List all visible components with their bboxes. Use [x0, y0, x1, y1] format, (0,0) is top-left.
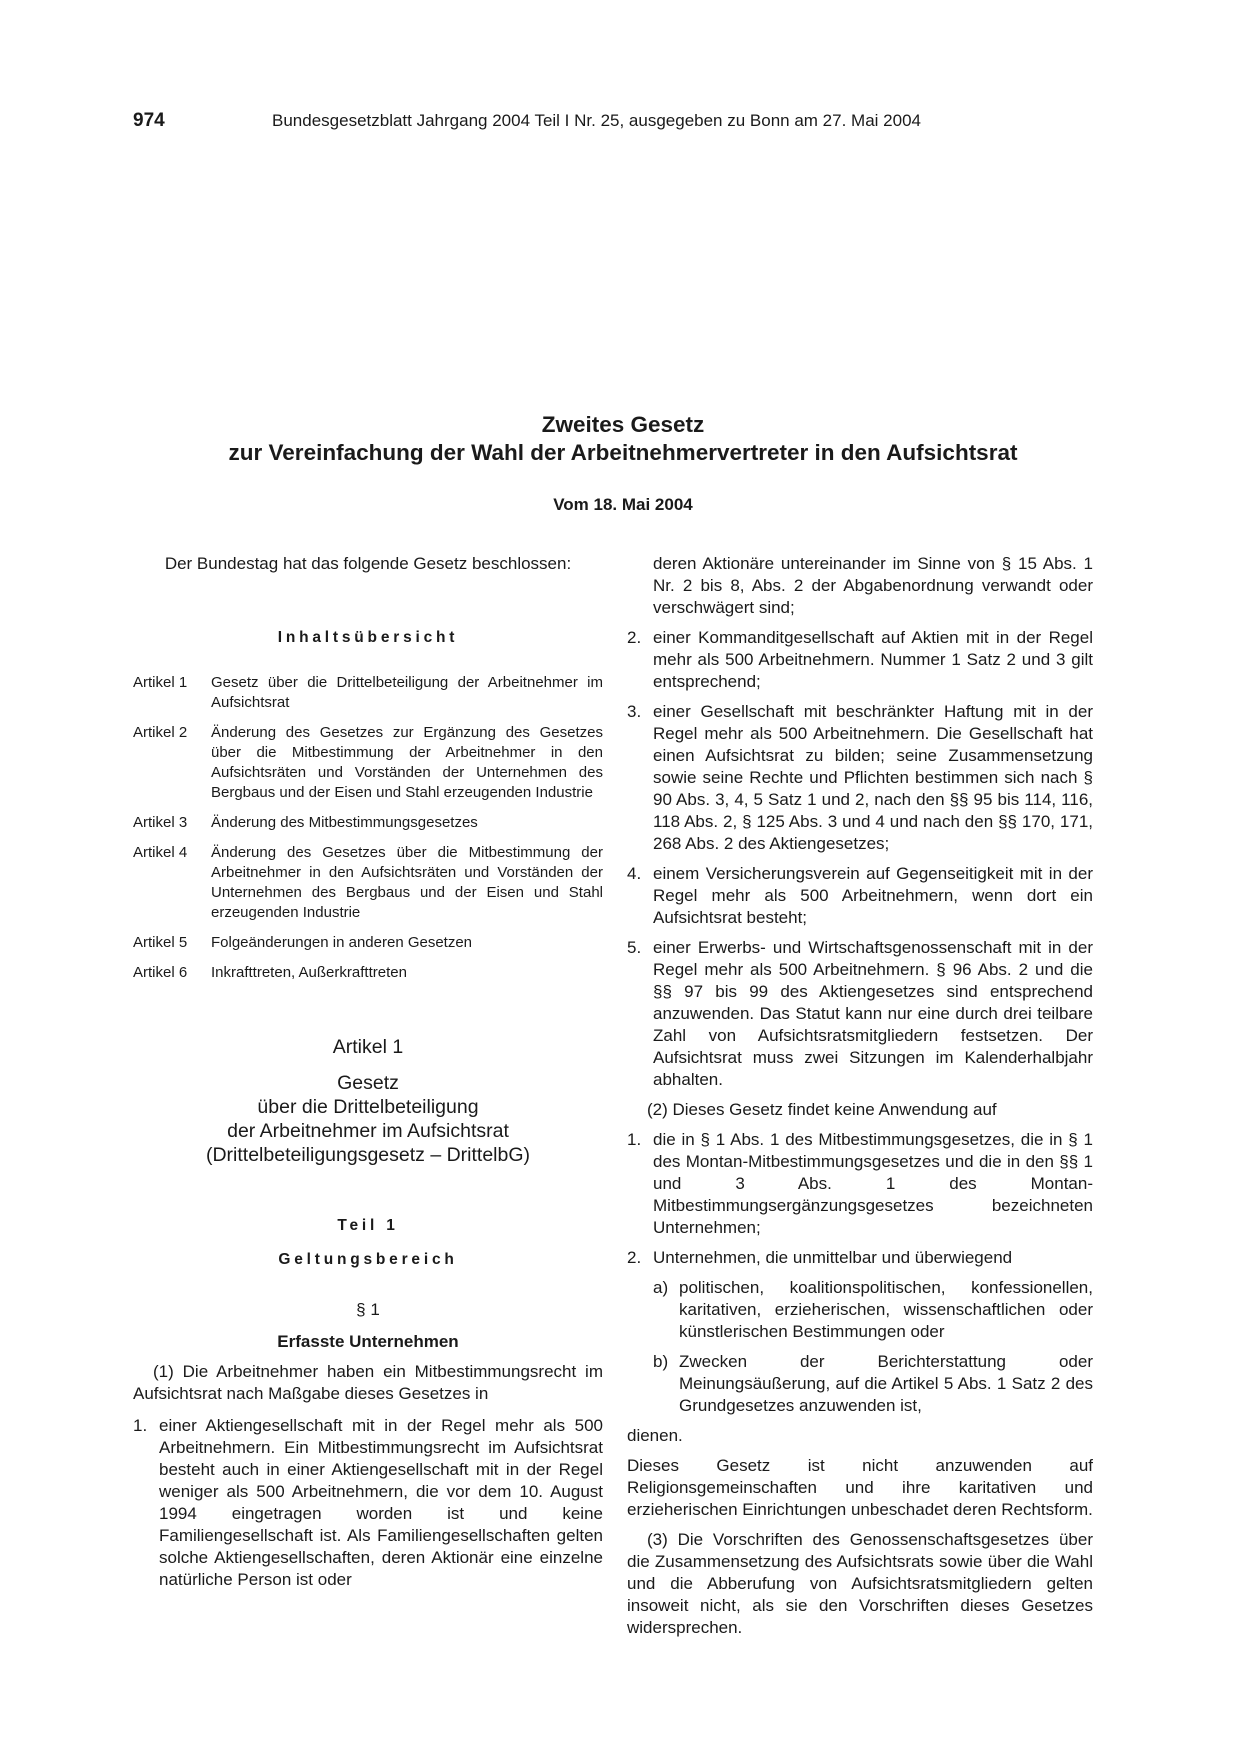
toc-label: Artikel 4	[133, 844, 188, 861]
item-text: Unternehmen, die unmittelbar und überwiegend	[653, 1248, 1013, 1267]
religion-exclusion: Dieses Gesetz ist nicht anzuwenden auf Religionsgemeinschaften und ihre karitativen und erzieherischen Einrichtungen unbeschadet deren Rechtsform.	[627, 1456, 1093, 1519]
toc-entry	[133, 843, 603, 923]
item-text: einem Versicherungsverein auf Gegenseitigkeit mit in der Regel mehr als 500 Arbeitnehmern, wenn dort ein Aufsichtsrat besteht;	[653, 864, 1093, 927]
section-number: § 1	[356, 1300, 380, 1319]
list-item	[627, 1129, 1093, 1239]
article-title-line: der Arbeitnehmer im Aufsichtsrat	[227, 1120, 509, 1142]
list-item	[627, 627, 1093, 693]
law-date: Vom 18. Mai 2004	[553, 495, 693, 514]
list-item	[627, 937, 1093, 1091]
table-of-contents	[133, 673, 603, 983]
toc-text: Änderung des Gesetzes zur Ergänzung des Gesetzes über die Mitbestimmung der Arbeitnehmer in den Aufsichtsräten und Vorständen der Unternehmen des Bergbaus und der Eisen und Stahl erzeugenden Industrie	[211, 724, 603, 801]
toc-entry	[133, 673, 603, 713]
article-title-line: Gesetz	[337, 1072, 399, 1094]
item-number: 1.	[627, 1130, 642, 1149]
paragraph-1: (1) Die Arbeitnehmer haben ein Mitbestimmungsrecht im Aufsichtsrat nach Maßgabe dieses Gesetzes in	[133, 1362, 603, 1403]
item-text: einer Kommanditgesellschaft auf Aktien mit in der Regel mehr als 500 Arbeitnehmern. Nummer 1 Satz 2 und 3 gilt entsprechend;	[653, 628, 1093, 691]
part-label: Teil 1	[337, 1217, 399, 1234]
toc-entry	[133, 933, 603, 953]
law-title	[133, 411, 1113, 467]
list-item	[133, 1415, 603, 1591]
list-item	[627, 701, 1093, 855]
sub-item-text: Zwecken der Berichterstattung oder Meinungsäußerung, auf die Artikel 5 Abs. 1 Satz 2 des Grundgesetzes anzuwenden ist,	[679, 1352, 1093, 1415]
right-column	[627, 553, 1093, 1639]
item-number: 4.	[627, 864, 642, 883]
toc-entry	[133, 963, 603, 983]
toc-label: Artikel 3	[133, 814, 188, 831]
item-text: einer Erwerbs- und Wirtschaftsgenossenschaft mit in der Regel mehr als 500 Arbeitnehmern. § 96 Abs. 2 und die §§ 97 bis 99 des Aktiengesetzes sind entsprechend anzuwenden. Das Statut kann nur eine durch drei teilbare Zahl von Aufsichtsratsmitgliedern festsetzen. Der Aufsichtsrat muss zwei Sitzungen im Kalenderhalbjahr abhalten.	[653, 938, 1093, 1089]
sub-list-item	[653, 1351, 1093, 1417]
toc-label: Artikel 1	[133, 674, 188, 691]
title-line-2: zur Vereinfachung der Wahl der Arbeitnehmervertreter in den Aufsichtsrat	[228, 440, 1018, 465]
article-label: Artikel 1	[332, 1036, 404, 1058]
item-number: 2.	[627, 1248, 642, 1267]
list-item	[627, 863, 1093, 929]
running-title: Bundesgesetzblatt Jahrgang 2004 Teil I Nr. 25, ausgegeben zu Bonn am 27. Mai 2004	[272, 111, 921, 130]
sub-item-text: politischen, koalitionspolitischen, konfessionellen, karitativen, erzieherischen, wissenschaftlichen oder künstlerischen Bestimmungen oder	[679, 1278, 1093, 1341]
item-text: einer Aktiengesellschaft mit in der Regel mehr als 500 Arbeitnehmern. Ein Mitbestimmungsrecht im Aufsichtsrat besteht auch in einer Aktiengesellschaft mit in der Regel weniger als 500 Arbeitnehmern, die vor dem 10. August 1994 eingetragen worden ist und keine Familiengesellschaft ist. Als Familiengesellschaften gelten solche Aktiengesellschaften, deren Aktionär eine einzelne natürliche Person ist oder	[159, 1416, 603, 1589]
toc-label: Artikel 6	[133, 964, 188, 981]
toc-heading: Inhaltsübersicht	[277, 629, 459, 646]
item-text: die in § 1 Abs. 1 des Mitbestimmungsgesetzes, die in § 1 des Montan-Mitbestimmungsgesetzes und die in den §§ 1 und 3 Abs. 1 des Montan-Mitbestimmungsergänzungsgesetzes bezeichneten Unternehmen;	[653, 1130, 1093, 1237]
item-text: einer Gesellschaft mit beschränkter Haftung mit in der Regel mehr als 500 Arbeitnehmern. Die Gesellschaft hat einen Aufsichtsrat zu bilden; seine Zusammensetzung sowie seine Rechte und Pflichten bestimmen sich nach § 90 Abs. 3, 4, 5 Satz 1 und 2, nach den §§ 95 bis 114, 116, 118 Abs. 2, § 125 Abs. 3 und 4 und nach den §§ 170, 171, 268 Abs. 2 des Aktiengesetzes;	[653, 702, 1093, 853]
item-number: 2.	[627, 628, 642, 647]
toc-text: Inkrafttreten, Außerkrafttreten	[211, 964, 407, 981]
enactment-formula: Der Bundestag hat das folgende Gesetz beschlossen:	[164, 554, 572, 573]
left-column	[133, 553, 603, 1599]
sub-item-letter: b)	[653, 1352, 669, 1371]
toc-text: Änderung des Gesetzes über die Mitbestimmung der Arbeitnehmer in den Aufsichtsräten und Vorständen der Unternehmen des Bergbaus und der Eisen und Stahl erzeugenden Industrie	[211, 844, 603, 921]
toc-entry	[133, 813, 603, 833]
page-number: 974	[133, 110, 165, 131]
section-title: Erfasste Unternehmen	[277, 1332, 459, 1351]
article-title	[133, 1071, 603, 1167]
item-number: 1.	[133, 1416, 148, 1435]
toc-entry	[133, 723, 603, 803]
paragraph-2: (2) Dieses Gesetz findet keine Anwendung auf	[647, 1100, 997, 1119]
paragraph-3: (3) Die Vorschriften des Genossenschaftsgesetzes über die Zusammensetzung des Aufsichtsrats sowie über die Wahl und die Abberufung von Aufsichtsratsmitgliedern gelten insoweit nicht, als sie den Vorschriften dieses Gesetzes widersprechen.	[627, 1530, 1093, 1637]
article-title-line: über die Drittelbeteiligung	[257, 1096, 479, 1118]
toc-text: Gesetz über die Drittelbeteiligung der Arbeitnehmer im Aufsichtsrat	[211, 674, 603, 711]
article-title-line: (Drittelbeteiligungsgesetz – DrittelbG)	[205, 1144, 531, 1166]
title-line-1: Zweites Gesetz	[541, 412, 705, 437]
toc-label: Artikel 2	[133, 724, 188, 741]
item-number: 5.	[627, 938, 642, 957]
item-number: 3.	[627, 702, 642, 721]
sub-list-item	[653, 1277, 1093, 1343]
toc-text: Folgeänderungen in anderen Gesetzen	[211, 934, 473, 951]
list-item	[627, 1247, 1093, 1269]
dienen-line: dienen.	[627, 1426, 683, 1445]
part-title: Geltungsbereich	[278, 1251, 458, 1268]
toc-label: Artikel 5	[133, 934, 188, 951]
toc-text: Änderung des Mitbestimmungsgesetzes	[211, 814, 478, 831]
sub-item-letter: a)	[653, 1278, 669, 1297]
item-continuation: deren Aktionäre untereinander im Sinne von § 15 Abs. 1 Nr. 2 bis 8, Abs. 2 der Abgabenordnung verwandt oder verschwägert sind;	[653, 554, 1093, 617]
